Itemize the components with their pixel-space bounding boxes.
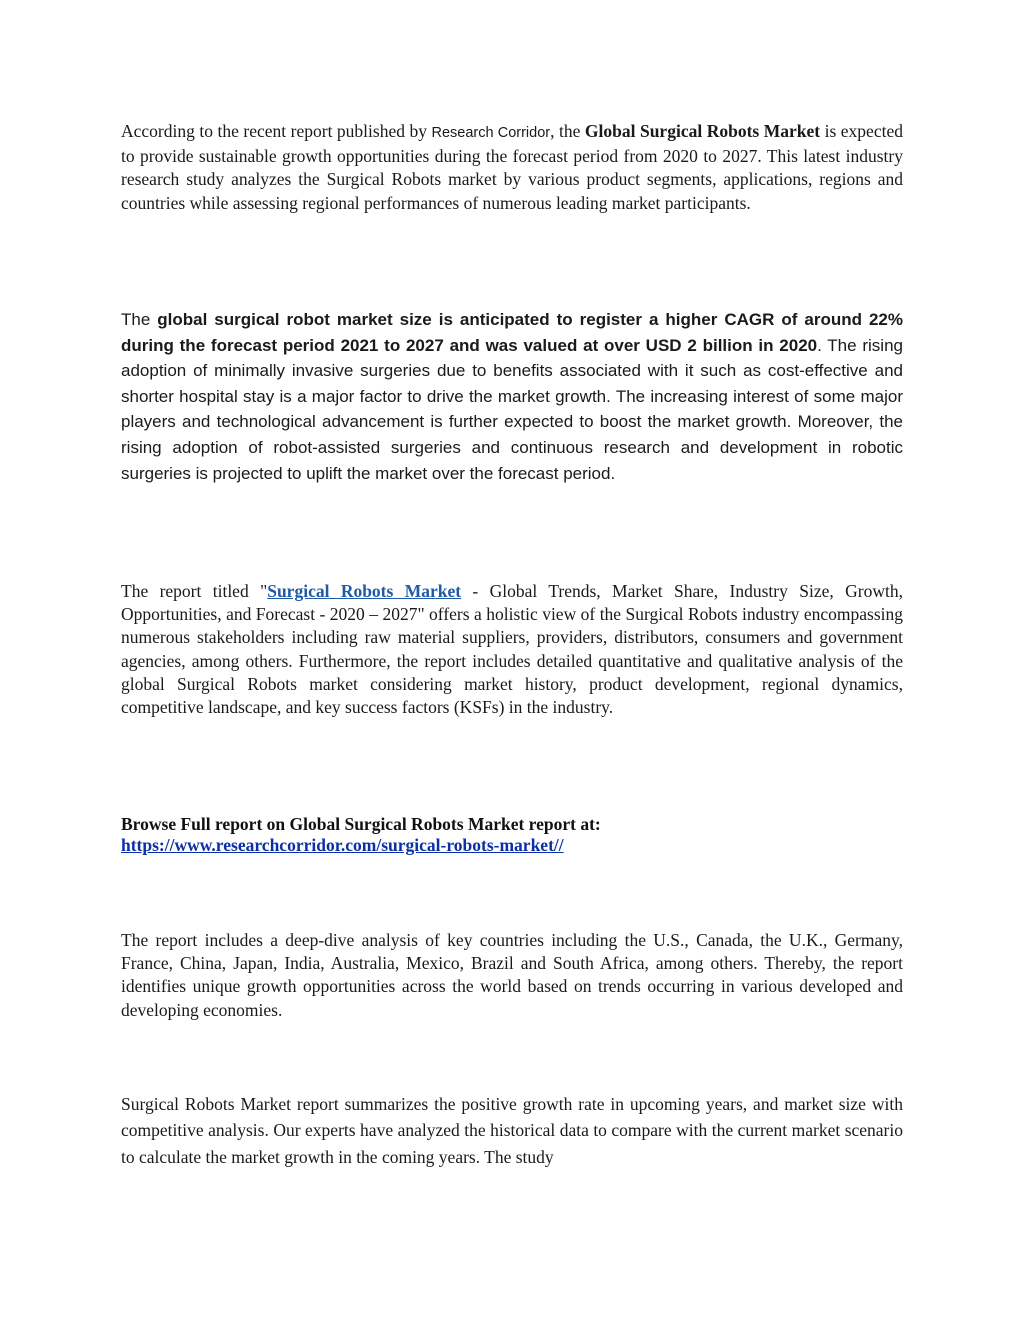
report-url-link[interactable]: https://www.researchcorridor.com/surgical-robots-market// xyxy=(121,835,564,855)
report-title-text-start: The report titled " xyxy=(121,581,268,601)
intro-text-start: According to the recent report published by xyxy=(121,121,432,141)
countries-paragraph: The report includes a deep-dive analysis of key countries including the U.S., Canada, the U.K., Germany, France, China, Japan, India, Australia, Mexico, Brazil and South Africa, among others. Thereby, the report identifies unique growth opportunities across the world based on trends occurring in various developed and developing economies. xyxy=(121,930,903,1020)
intro-text-end: is expected to provide sustainable growth opportunities during the forecast period from 2020 to 2027. This latest industry research study analyzes the Surgical Robots market by various product segments, applications, regions and countries while assessing regional performances of numerous leading market participants. xyxy=(121,121,903,213)
browse-report-block xyxy=(121,814,903,856)
publisher-name: Research Corridor xyxy=(431,125,551,141)
market-size-text-end: . The rising adoption of minimally invasive surgeries due to benefits associated with it such as cost-effective and shorter hospital stay is a major factor to drive the market growth. The increasing interest of some major players and technological advancement is further expected to boost the market growth. Moreover, the rising adoption of robot-assisted surgeries and continuous research and development in robotic surgeries is projected to uplift the market over the forecast period. xyxy=(121,335,903,483)
market-name-bold: Global Surgical Robots Market xyxy=(584,121,821,141)
surgical-robots-market-link[interactable]: Surgical Robots Market xyxy=(267,581,462,601)
report-title-text-end: - Global Trends, Market Share, Industry Size, Growth, Opportunities, and Forecast - 2020 – 2027" offers a holistic view of the Surgical Robots industry encompassing numerous stakeholders including raw material suppliers, providers, distributors, consumers and government agencies, among others. Furthermore, the report includes detailed quantitative and qualitative analysis of the global Surgical Robots market considering market history, product development, regional dynamics, competitive landscape, and key success factors (KSFs) in the industry. xyxy=(121,581,903,718)
summary-paragraph: Surgical Robots Market report summarizes the positive growth rate in upcoming years, and market size with competitive analysis. Our experts have analyzed the historical data to compare with the current market scenario to calculate the market growth in the coming years. The study xyxy=(121,1094,903,1167)
market-size-text-start: The xyxy=(121,310,158,329)
browse-report-heading: Browse Full report on Global Surgical Robots Market report at: xyxy=(121,814,601,834)
report-title-paragraph xyxy=(121,580,903,719)
intro-text-mid: , the xyxy=(550,121,585,141)
intro-paragraph xyxy=(121,120,903,215)
market-size-highlight: global surgical robot market size is anticipated to register a higher CAGR of around 22% during the forecast period 2021 to 2027 and was valued at over USD 2 billion in 2020 xyxy=(121,310,903,355)
market-size-paragraph xyxy=(121,307,903,486)
